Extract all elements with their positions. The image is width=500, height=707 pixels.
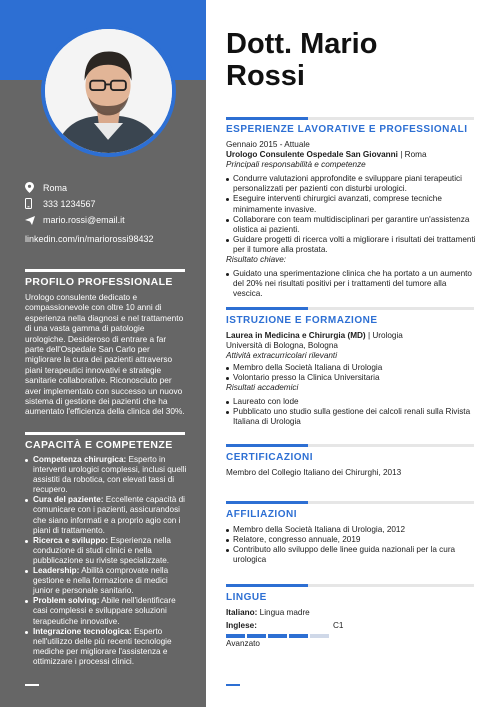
list-item: Collaborare con team multidisciplinari per garantire un'assistenza olistica ai pazienti.	[226, 215, 478, 235]
experience-role-line: Urologo Consulente Ospedale San Giovanni | Roma	[226, 150, 427, 160]
list-item: Guidare progetti di ricerca volti a migliorare i risultati dei trattamenti per il tumore alla prostata.	[226, 235, 478, 255]
phone-icon	[25, 198, 37, 209]
skills-divider	[25, 432, 185, 435]
experience-bullets	[226, 174, 478, 255]
skill-item: Integrazione tecnologica: Esperto nell'utilizzo delle più recenti tecnologie mediche per migliorare l'assistenza e ottimizzare i processi clinici.	[25, 627, 187, 667]
list-item: Pubblicato uno studio sulla gestione dei calcoli renali sulla Rivista Italiana di Urologia	[226, 407, 478, 427]
contact-linkedin	[25, 234, 154, 244]
name-line-2: Rossi	[226, 60, 305, 92]
skill-item: Ricerca e sviluppo: Esperienza nella conduzione di studi clinici e nella pubblicazione su riviste specializzate.	[25, 536, 187, 566]
contact-email	[25, 215, 125, 225]
skill-item: Leadership: Abilità comprovate nella gestione e nella formazione di medici junior e personale sanitario.	[25, 566, 187, 596]
affiliations-block	[226, 525, 478, 565]
list-item: Condurre valutazioni approfondite e sviluppare piani terapeutici personalizzati per pazienti con disturbi urologici.	[226, 174, 478, 194]
certifications-text: Membro del Collegio Italiano dei Chirurghi, 2013	[226, 468, 402, 477]
language-level-segment	[226, 634, 245, 638]
list-item: Eseguire interventi chirurgici avanzati, comprese tecniche minimamente invasive.	[226, 194, 478, 214]
list-item: Guidato una sperimentazione clinica che ha portato a un aumento del 20% nei risultati positivi per i trattamenti del tumore alla vescica.	[226, 269, 478, 299]
contact-location-text: Roma	[43, 182, 68, 193]
profile-photo	[41, 25, 176, 157]
experience-resp-label: Principali responsabilità e competenze	[226, 160, 366, 170]
affiliations-divider	[226, 501, 474, 504]
name-line-1: Dott. Mario	[226, 28, 378, 60]
skill-item: Competenza chirurgica: Esperto in interventi urologici complessi, inclusi quelli assistiti da robotica, con elevati tassi di recupero.	[25, 455, 187, 495]
profile-divider	[25, 269, 185, 272]
experience-title: ESPERIENZE LAVORATIVE E PROFESSIONALI	[226, 124, 468, 135]
contact-linkedin-text[interactable]: linkedin.com/in/mariorossi98432	[25, 234, 154, 244]
education-divider	[226, 307, 474, 310]
affiliations-title: AFFILIAZIONI	[226, 509, 297, 520]
list-item: Volontario presso la Clinica Universitaria	[226, 373, 478, 383]
experience-block	[226, 140, 478, 299]
language-english: Inglese: C1	[226, 621, 344, 630]
main-footer-mark	[226, 684, 240, 686]
skill-item: Problem solving: Abile nell'identificare casi complessi e sviluppare soluzioni terapeutiche innovative.	[25, 596, 187, 626]
language-level-segment	[268, 634, 287, 638]
profile-title: PROFILO PROFESSIONALE	[25, 276, 173, 288]
skills-title: CAPACITÀ E COMPETENZE	[25, 439, 173, 451]
send-icon	[25, 216, 37, 225]
list-item: Laureato con lode	[226, 397, 478, 407]
certifications-title: CERTIFICAZIONI	[226, 452, 313, 463]
education-title: ISTRUZIONE E FORMAZIONE	[226, 315, 378, 326]
education-degree-line: Laurea in Medicina e Chirurgia (MD) | Urologia	[226, 331, 403, 340]
skill-item: Cura del paziente: Eccellente capacità di comunicare con i pazienti, assicurandosi che siano informati e a proprio agio con i piani di trattamento.	[25, 495, 187, 535]
profile-text: Urologo consulente dedicato e compassionevole con oltre 10 anni di esperienza nella diagnosi e nel trattamento di una vasta gamma di patologie urologiche. Desideroso di entrare a far parte dell'Ospedale San Carlo per migliorare la cura dei pazienti attraverso piani terapeutici innovativi e strategie sanitarie collaborative. Riconosciuto per aver implementato con successo un nuovo sistema di gestione dei pazienti che ha aumentato l'efficienza della clinica del 30%.	[25, 292, 185, 417]
languages-title: LINGUE	[226, 592, 267, 603]
language-level-segment	[247, 634, 266, 638]
candidate-name	[226, 28, 377, 92]
list-item: Membro della Società Italiana di Urologia, 2012	[226, 525, 478, 535]
education-results	[226, 397, 478, 427]
profile-photo-image	[45, 29, 172, 153]
contact-email-text[interactable]: mario.rossi@email.it	[43, 215, 125, 225]
experience-result-label: Risultato chiave:	[226, 255, 287, 265]
education-activities	[226, 363, 478, 383]
language-english-desc: Avanzato	[226, 639, 260, 648]
language-english-bar	[226, 634, 329, 638]
language-level-segment	[310, 634, 329, 638]
certifications-divider	[226, 444, 474, 447]
contact-phone-text: 333 1234567	[43, 198, 96, 209]
list-item: Membro della Società Italiana di Urologia	[226, 363, 478, 373]
contact-location	[25, 182, 67, 193]
education-school: Università di Bologna, Bologna	[226, 341, 338, 351]
education-block	[226, 331, 478, 427]
skills-list	[25, 455, 187, 667]
contact-phone	[25, 198, 96, 209]
education-activities-label: Attività extracurricolari rilevanti	[226, 351, 338, 361]
language-level-segment	[289, 634, 308, 638]
sidebar	[0, 0, 206, 707]
list-item: Relatore, congresso annuale, 2019	[226, 535, 478, 545]
affiliations-list	[226, 525, 478, 565]
languages-divider	[226, 584, 474, 587]
education-results-label: Risultati accademici	[226, 383, 299, 393]
language-english-level: C1	[333, 621, 344, 630]
experience-divider	[226, 117, 474, 120]
sidebar-footer-mark	[25, 684, 39, 686]
experience-dates: Gennaio 2015 - Attuale	[226, 140, 310, 149]
experience-result-bullets	[226, 269, 478, 299]
location-pin-icon	[25, 182, 37, 193]
list-item: Contributo allo sviluppo delle linee guida nazionali per la cura urologica	[226, 545, 478, 565]
language-native: Italiano: Lingua madre	[226, 608, 310, 617]
